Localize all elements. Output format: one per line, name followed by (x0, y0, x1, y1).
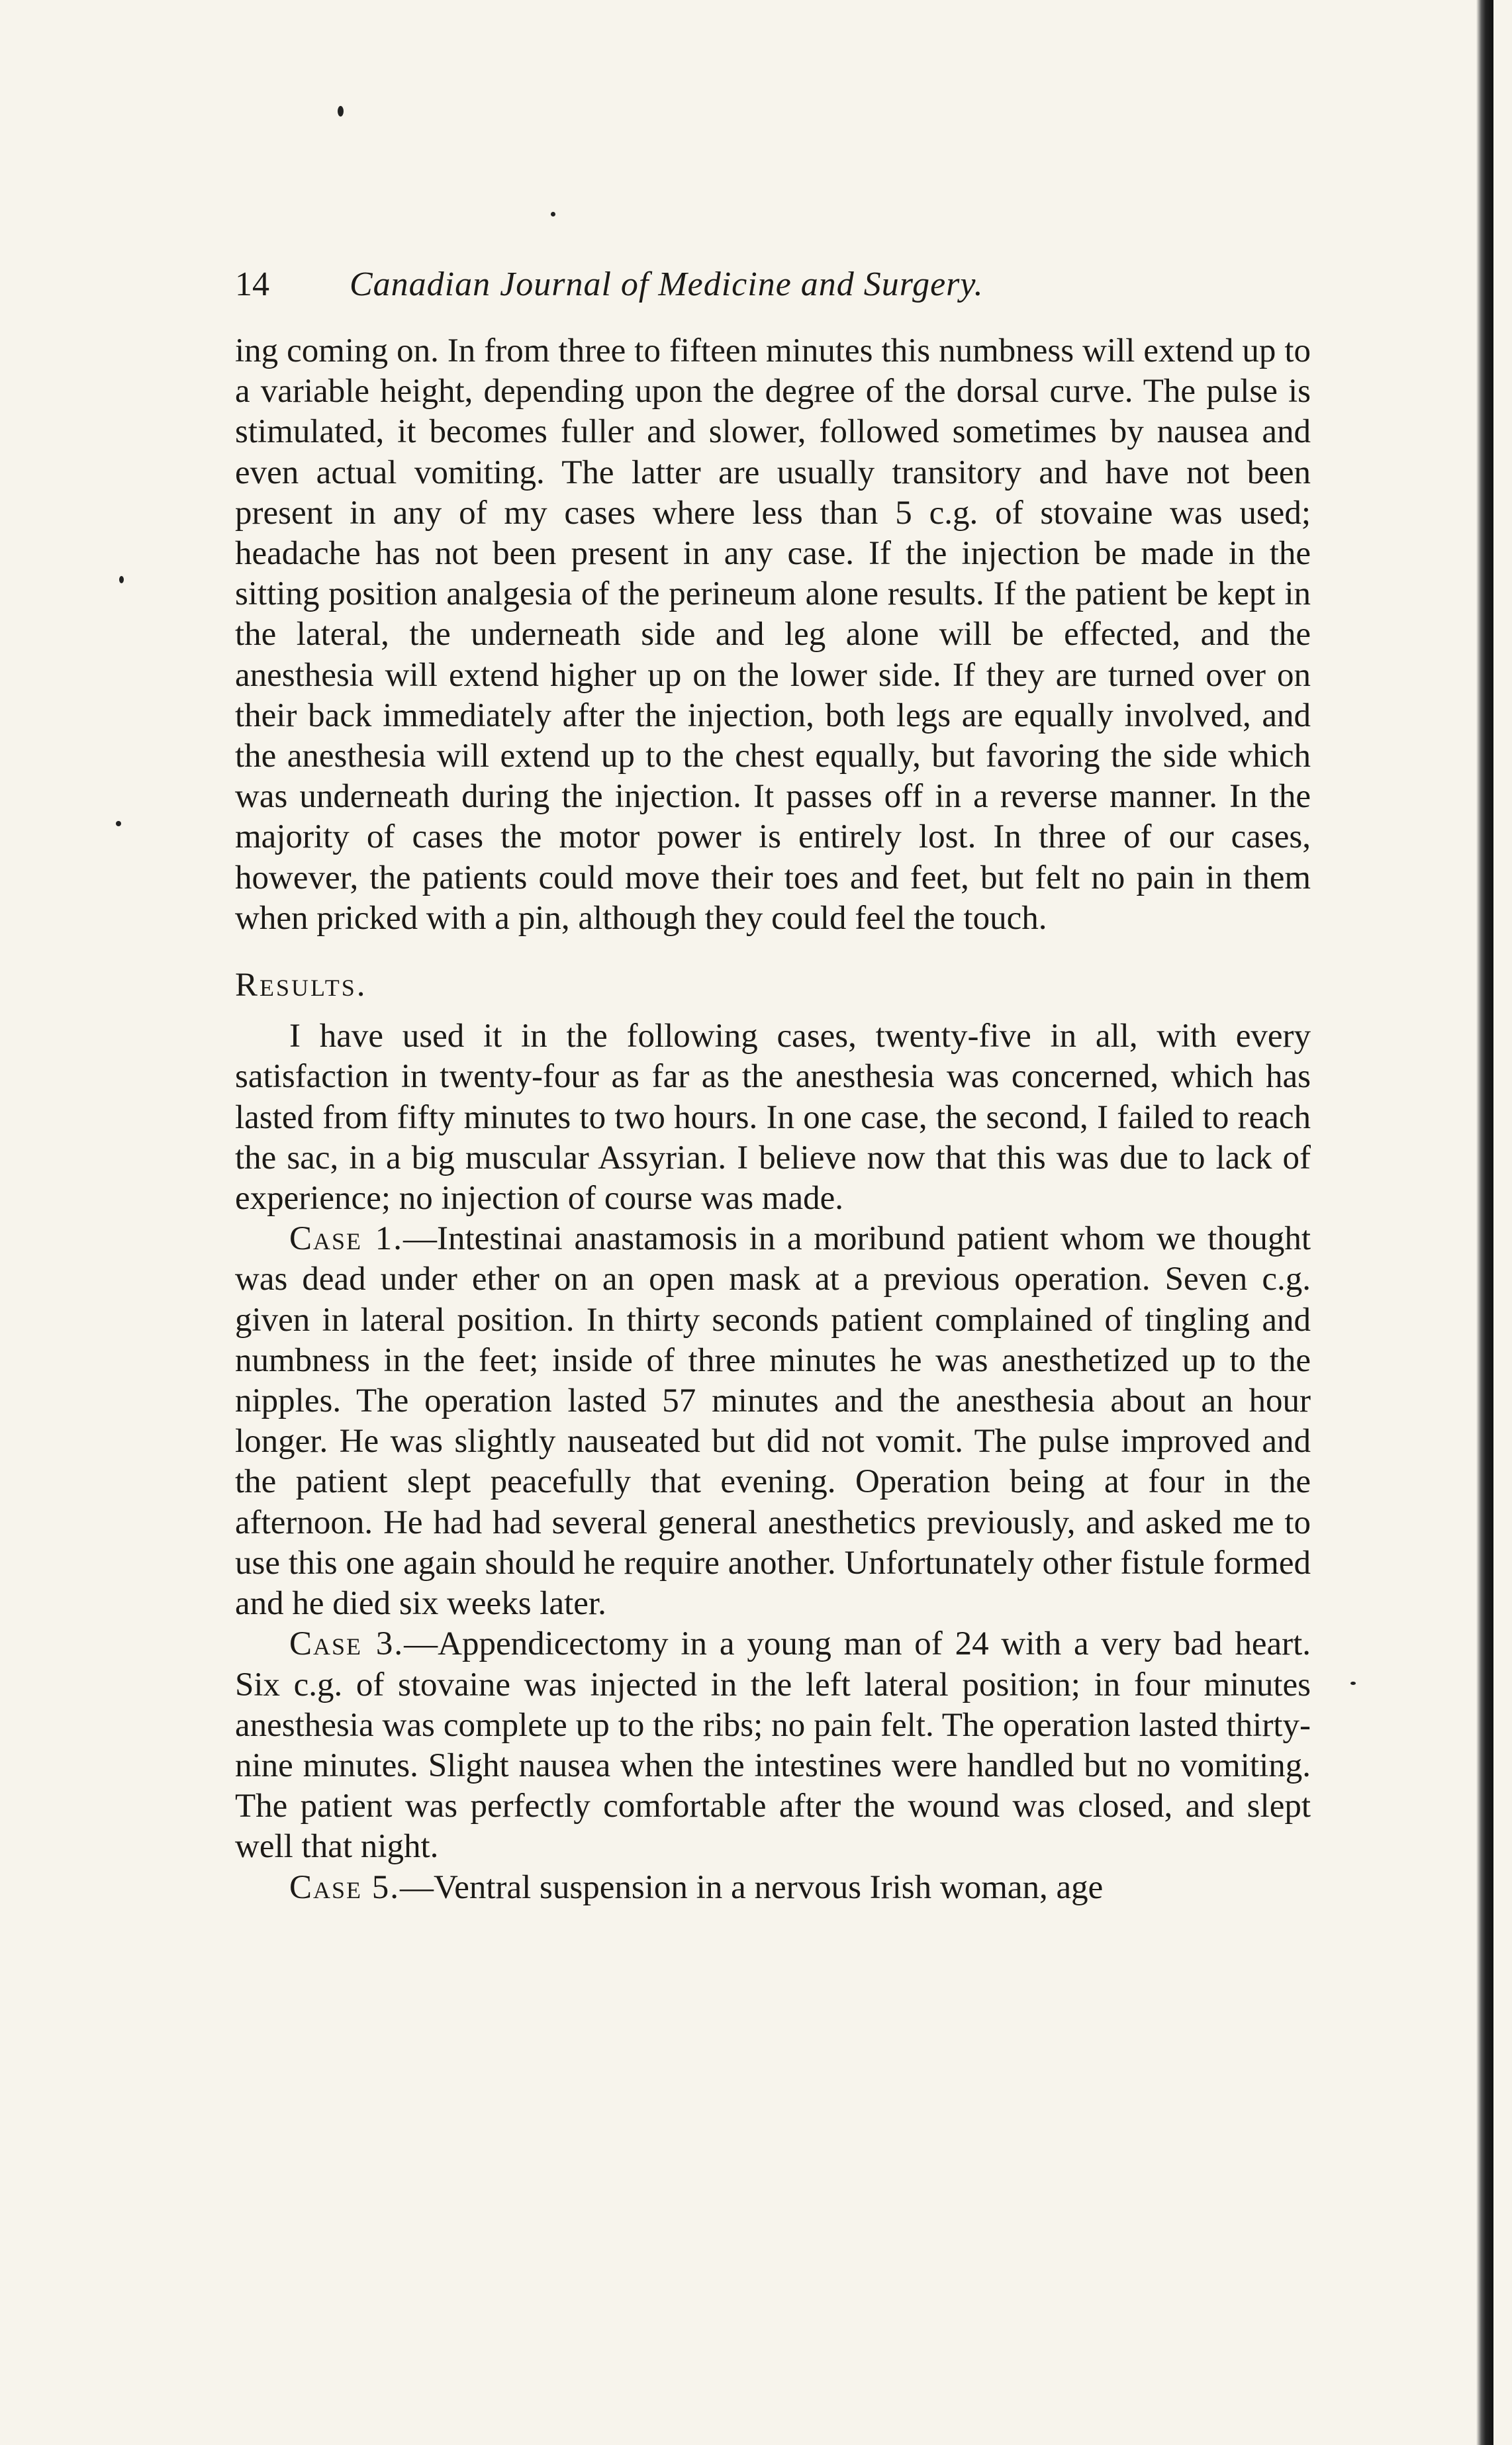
case-text: —Intestinai anastamosis in a moribund patient whom we thought was dead under ether on an open mask at a previous operation. Seven c.g. given in lateral position. In thirty seconds patient complained of tingling and numbness in the feet; inside of three minutes he was anesthetized up to the nipples. The operation lasted 57 minutes and the anesthesia about an hour longer. He was slightly nauseated but did not vomit. The pulse improved and the patient slept peacefully that evening. Operation being at four in the afternoon. He had had several general anesthetics previously, and asked me to use this one again should he require another. Unfortunately other fistule formed and he died six weeks later. (235, 1220, 1311, 1623)
body-paragraph: I have used it in the following cases, twenty-five in all, with every satisfaction in twenty-four as far as the anesthesia was concerned, which has lasted from fifty minutes to two hours. In one case, the second, I failed to reach the sac, in a big muscular Assyrian. I believe now that this was due to lack of experience; no injection of course was made. (235, 1018, 1311, 1218)
scan-speck (1350, 1682, 1356, 1685)
case-label: Case 3. (289, 1625, 404, 1663)
scan-speck (119, 576, 124, 583)
scan-speck (338, 106, 344, 117)
case-paragraph (235, 1624, 1311, 1867)
case-label: Case 5. (289, 1868, 401, 1906)
case-text: —Ventral suspension in a nervous Irish woman, age (400, 1868, 1104, 1906)
journal-title: Canadian Journal of Medicine and Surgery. (350, 265, 984, 303)
scan-speck (116, 821, 121, 826)
body-paragraph: ing coming on. In from three to fifteen minutes this numbness will extend up to a variable height, depending upon the degree of the dorsal curve. The pulse is stimulated, it becomes fuller and slower, followed sometimes by nausea and even actual vomiting. The latter are usually transitory and have not been present in any of my cases where less than 5 c.g. of stovaine was used; headache has not been present in any case. If the injection be made in the sitting position analgesia of the perineum alone results. If the patient be kept in the lateral, the underneath side and leg alone will be effected, and the anesthesia will extend higher up on the lower side. If they are turned over on their back immediately after the injection, both legs are equally involved, and the anesthesia will extend up to the chest equally, but favoring the side which was underneath during the injection. It passes off in a reverse manner. In the majority of cases the motor power is entirely lost. In three of our cases, however, the patients could move their toes and feet, but felt no pain in them when pricked with a pin, although they could feel the touch. (235, 332, 1311, 937)
scan-page-edge (1476, 0, 1493, 2445)
page-number: 14 (235, 265, 269, 303)
scan-speck (551, 212, 555, 216)
section-heading: Results. (235, 967, 367, 1004)
article-body (235, 331, 1311, 1908)
running-header (235, 265, 1195, 305)
case-label: Case 1. (289, 1220, 403, 1258)
case-text: —Appendicectomy in a young man of 24 with a very bad heart. Six c.g. of stovaine was injected in the left lateral position; in four minutes anesthesia was complete up to the ribs; no pain felt. The operation lasted thirty-nine minutes. Slight nausea when the intestines were handled but no vomiting. The patient was perfectly comfortable after the wound was closed, and slept well that night. (235, 1625, 1311, 1866)
case-paragraph (235, 1868, 1311, 1908)
case-paragraph (235, 1219, 1311, 1624)
